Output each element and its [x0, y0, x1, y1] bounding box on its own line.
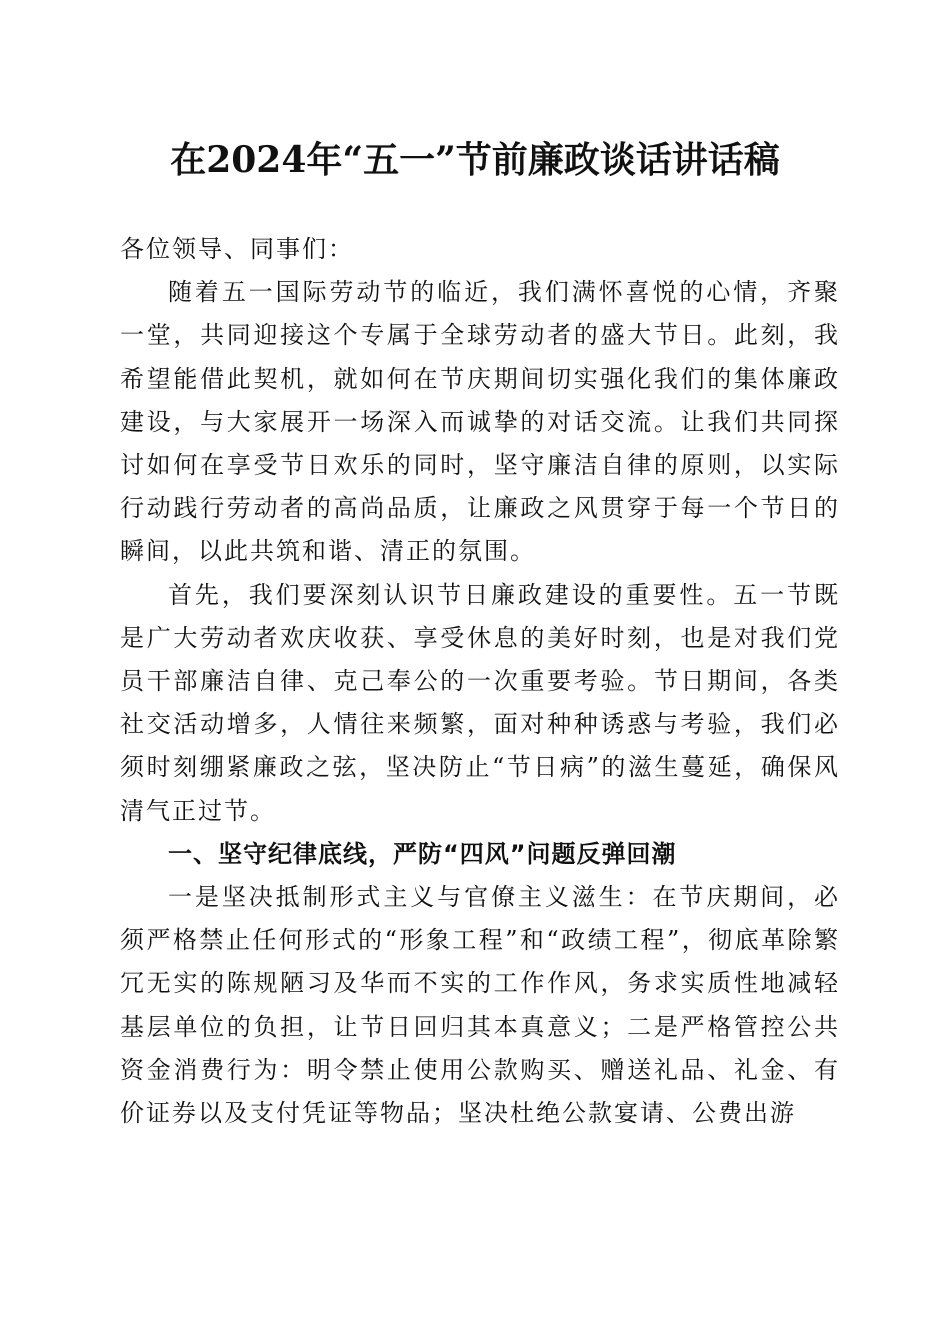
salutation: 各位领导、同事们： [120, 235, 354, 263]
document-body [120, 228, 840, 1135]
document-title: 在2024年“五一”节前廉政谈话讲话稿 [170, 139, 780, 181]
paragraph-section-one: 一是坚决抵制形式主义与官僚主义滋生：在节庆期间，必须严格禁止任何形式的“形象工程”和“政绩工程”，彻底革除繁冗无实的陈规陋习及华而不实的工作作风，务求实质性地减轻基层单位的负担，让节日回归其本真意义；二是严格管控公共资金消费行为：明令禁止使用公款购买、赠送礼品、礼金、有价证券以及支付凭证等物品；坚决杜绝公款宴请、公费出游 [120, 883, 840, 1128]
section-heading: 一、坚守纪律底线，严防“四风”问题反弹回潮 [168, 839, 677, 868]
paragraph-intro: 随着五一国际劳动节的临近，我们满怀喜悦的心情，齐聚一堂，共同迎接这个专属于全球劳动者的盛大节日。此刻，我希望能借此契机，就如何在节庆期间切实强化我们的集体廉政建设，与大家展开一场深入而诚挚的对话交流。让我们共同探讨如何在享受节日欢乐的同时，坚守廉洁自律的原则，以实际行动践行劳动者的高尚品质，让廉政之风贯穿于每一个节日的瞬间，以此共筑和谐、清正的氛围。 [120, 278, 840, 566]
paragraph-importance: 首先，我们要深刻认识节日廉政建设的重要性。五一节既是广大劳动者欢庆收获、享受休息的美好时刻，也是对我们党员干部廉洁自律、克己奉公的一次重要考验。节日期间，各类社交活动增多，人情往来频繁，面对种种诱惑与考验，我们必须时刻绷紧廉政之弦，坚决防止“节日病”的滋生蔓延，确保风清气正过节。 [120, 580, 840, 825]
